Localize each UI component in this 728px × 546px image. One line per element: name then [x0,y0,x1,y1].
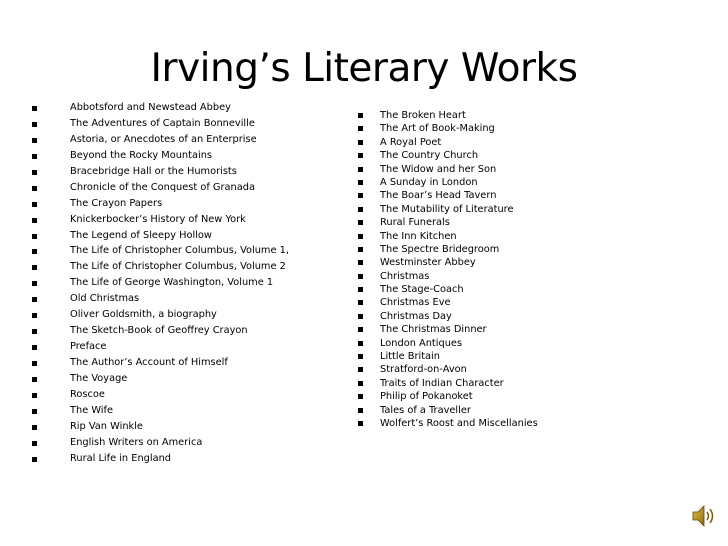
list-item [358,323,538,336]
list-item [30,243,289,259]
list-item [358,243,538,256]
list-item [358,363,538,376]
bullet-icon [32,377,37,382]
list-item-label: Preface [70,341,107,353]
bullet-icon [358,167,363,172]
list-item [358,163,538,176]
bullet-icon [358,408,363,413]
list-item [30,339,289,355]
list-item [30,116,289,132]
works-list-right [358,109,538,430]
bullet-icon [358,234,363,239]
list-item-label: The Broken Heart [380,110,466,121]
list-item-label: Traits of Indian Character [380,377,504,389]
list-item-label: The Voyage [70,372,128,384]
bullet-icon [32,425,37,430]
list-item [358,216,538,229]
bullet-icon [32,281,37,286]
bullet-icon [358,180,363,185]
speaker-icon[interactable] [690,503,718,529]
list-item-label: The Sketch-Book of Geoffrey Crayon [70,325,248,337]
list-item [358,189,538,202]
bullet-icon [358,354,363,359]
list-item-label: Knickerbocker’s History of New York [70,213,246,225]
list-item [358,176,538,189]
list-item [358,109,538,122]
list-item-label: Westminster Abbey [380,257,476,269]
list-item-label: The Legend of Sleepy Hollow [70,229,212,241]
list-item-label: Bracebridge Hall or the Humorists [70,165,237,177]
list-item-label: Philip of Pokanoket [380,391,473,403]
list-item-label: The Inn Kitchen [380,230,457,242]
bullet-icon [32,409,37,414]
bullet-icon [358,300,363,305]
bullet-icon [32,249,37,254]
list-item-label: The Life of Christopher Columbus, Volume 1, [70,245,289,257]
list-item-label: The Crayon Papers [70,197,163,209]
list-item [30,307,289,323]
list-item-label: Rural Funerals [380,217,450,229]
list-item-label: Beyond the Rocky Mountains [70,149,213,161]
list-item [30,435,289,451]
list-item-label: A Sunday in London [380,176,478,188]
list-item [30,196,289,212]
list-item-label: A Royal Poet [380,136,442,148]
bullet-icon [32,265,37,270]
list-item-label: The Wife [70,404,114,416]
list-item-label: Roscoe [70,388,105,400]
list-item-label: Christmas Day [380,310,452,322]
bullet-icon [32,441,37,446]
bullet-icon [358,341,363,346]
list-item-label: Christmas Eve [380,297,451,309]
list-item [358,283,538,296]
bullet-icon [32,457,37,462]
list-item [30,212,289,228]
list-item [358,203,538,216]
bullet-icon [32,122,37,127]
list-item [30,259,289,275]
list-item [358,136,538,149]
bullet-icon [358,260,363,265]
list-item-label: Rural Life in England [70,452,172,464]
list-item-label: Oliver Goldsmith, a biography [70,309,217,321]
list-item [358,390,538,403]
bullet-icon [358,207,363,212]
list-item [30,291,289,307]
list-item-label: The Adventures of Captain Bonneville [70,117,255,129]
list-item-label: Old Christmas [70,293,140,305]
bullet-icon [358,367,363,372]
bullet-icon [358,327,363,332]
list-item [358,377,538,390]
list-item [30,419,289,435]
list-item-label: The Boar’s Head Tavern [380,190,497,202]
bullet-icon [358,287,363,292]
bullet-icon [32,361,37,366]
bullet-icon [32,154,37,159]
list-item-label: The Mutability of Literature [380,203,514,215]
list-item [30,148,289,164]
bullet-icon [358,193,363,198]
bullet-icon [32,218,37,223]
list-item [30,275,289,291]
list-item [30,180,289,196]
list-item [30,371,289,387]
bullet-icon [32,234,37,239]
list-item [358,417,538,430]
list-item-label: Stratford-on-Avon [380,364,467,376]
list-item-label: The Country Church [380,150,479,162]
bullet-icon [32,106,37,111]
list-item [358,230,538,243]
list-item-label: The Art of Book-Making [380,123,495,135]
list-item-label: The Life of George Washington, Volume 1 [70,277,274,289]
slide-title: Irving’s Literary Works [150,46,578,91]
list-item-label: Astoria, or Anecdotes of an Enterprise [70,133,257,145]
bullet-icon [358,247,363,252]
list-item-label: The Widow and her Son [380,163,497,175]
list-item [358,404,538,417]
bullet-icon [32,393,37,398]
list-item [358,270,538,283]
bullet-icon [358,126,363,131]
list-item-label: Abbotsford and Newstead Abbey [70,102,231,113]
bullet-icon [32,138,37,143]
list-item [358,337,538,350]
list-item-label: Christmas [380,270,430,282]
list-item [358,149,538,162]
list-item-label: English Writers on America [70,436,203,448]
list-item [30,228,289,244]
list-item [358,350,538,363]
bullet-icon [358,381,363,386]
bullet-icon [32,329,37,334]
bullet-icon [32,202,37,207]
list-item [30,355,289,371]
list-item-label: Wolfert’s Roost and Miscellanies [380,417,538,429]
bullet-icon [358,274,363,279]
list-item-label: London Antiques [380,337,463,349]
list-item-label: Tales of a Traveller [380,404,471,416]
list-item-label: The Spectre Bridegroom [380,243,500,255]
list-item-label: Rip Van Winkle [70,420,143,432]
list-item [30,323,289,339]
bullet-icon [358,140,363,145]
bullet-icon [32,170,37,175]
list-item-label: The Stage-Coach [380,284,464,296]
bullet-icon [32,297,37,302]
list-item [30,403,289,419]
list-item [358,122,538,135]
list-item-label: Little Britain [380,351,440,363]
list-item [358,256,538,269]
bullet-icon [358,394,363,399]
list-item [30,164,289,180]
list-item [30,451,289,467]
list-item [30,387,289,403]
list-item [30,132,289,148]
list-item-label: The Life of Christopher Columbus, Volume 2 [70,261,286,273]
list-item-label: The Christmas Dinner [380,324,487,336]
bullet-icon [358,220,363,225]
bullet-icon [358,421,363,426]
list-item-label: Chronicle of the Conquest of Granada [70,181,255,193]
bullet-icon [32,345,37,350]
works-list-left [30,100,289,467]
list-item [358,310,538,323]
list-item [30,100,289,116]
bullet-icon [358,113,363,118]
bullet-icon [358,153,363,158]
bullet-icon [358,314,363,319]
bullet-icon [32,313,37,318]
list-item [358,296,538,309]
bullet-icon [32,186,37,191]
list-item-label: The Author’s Account of Himself [70,357,228,368]
